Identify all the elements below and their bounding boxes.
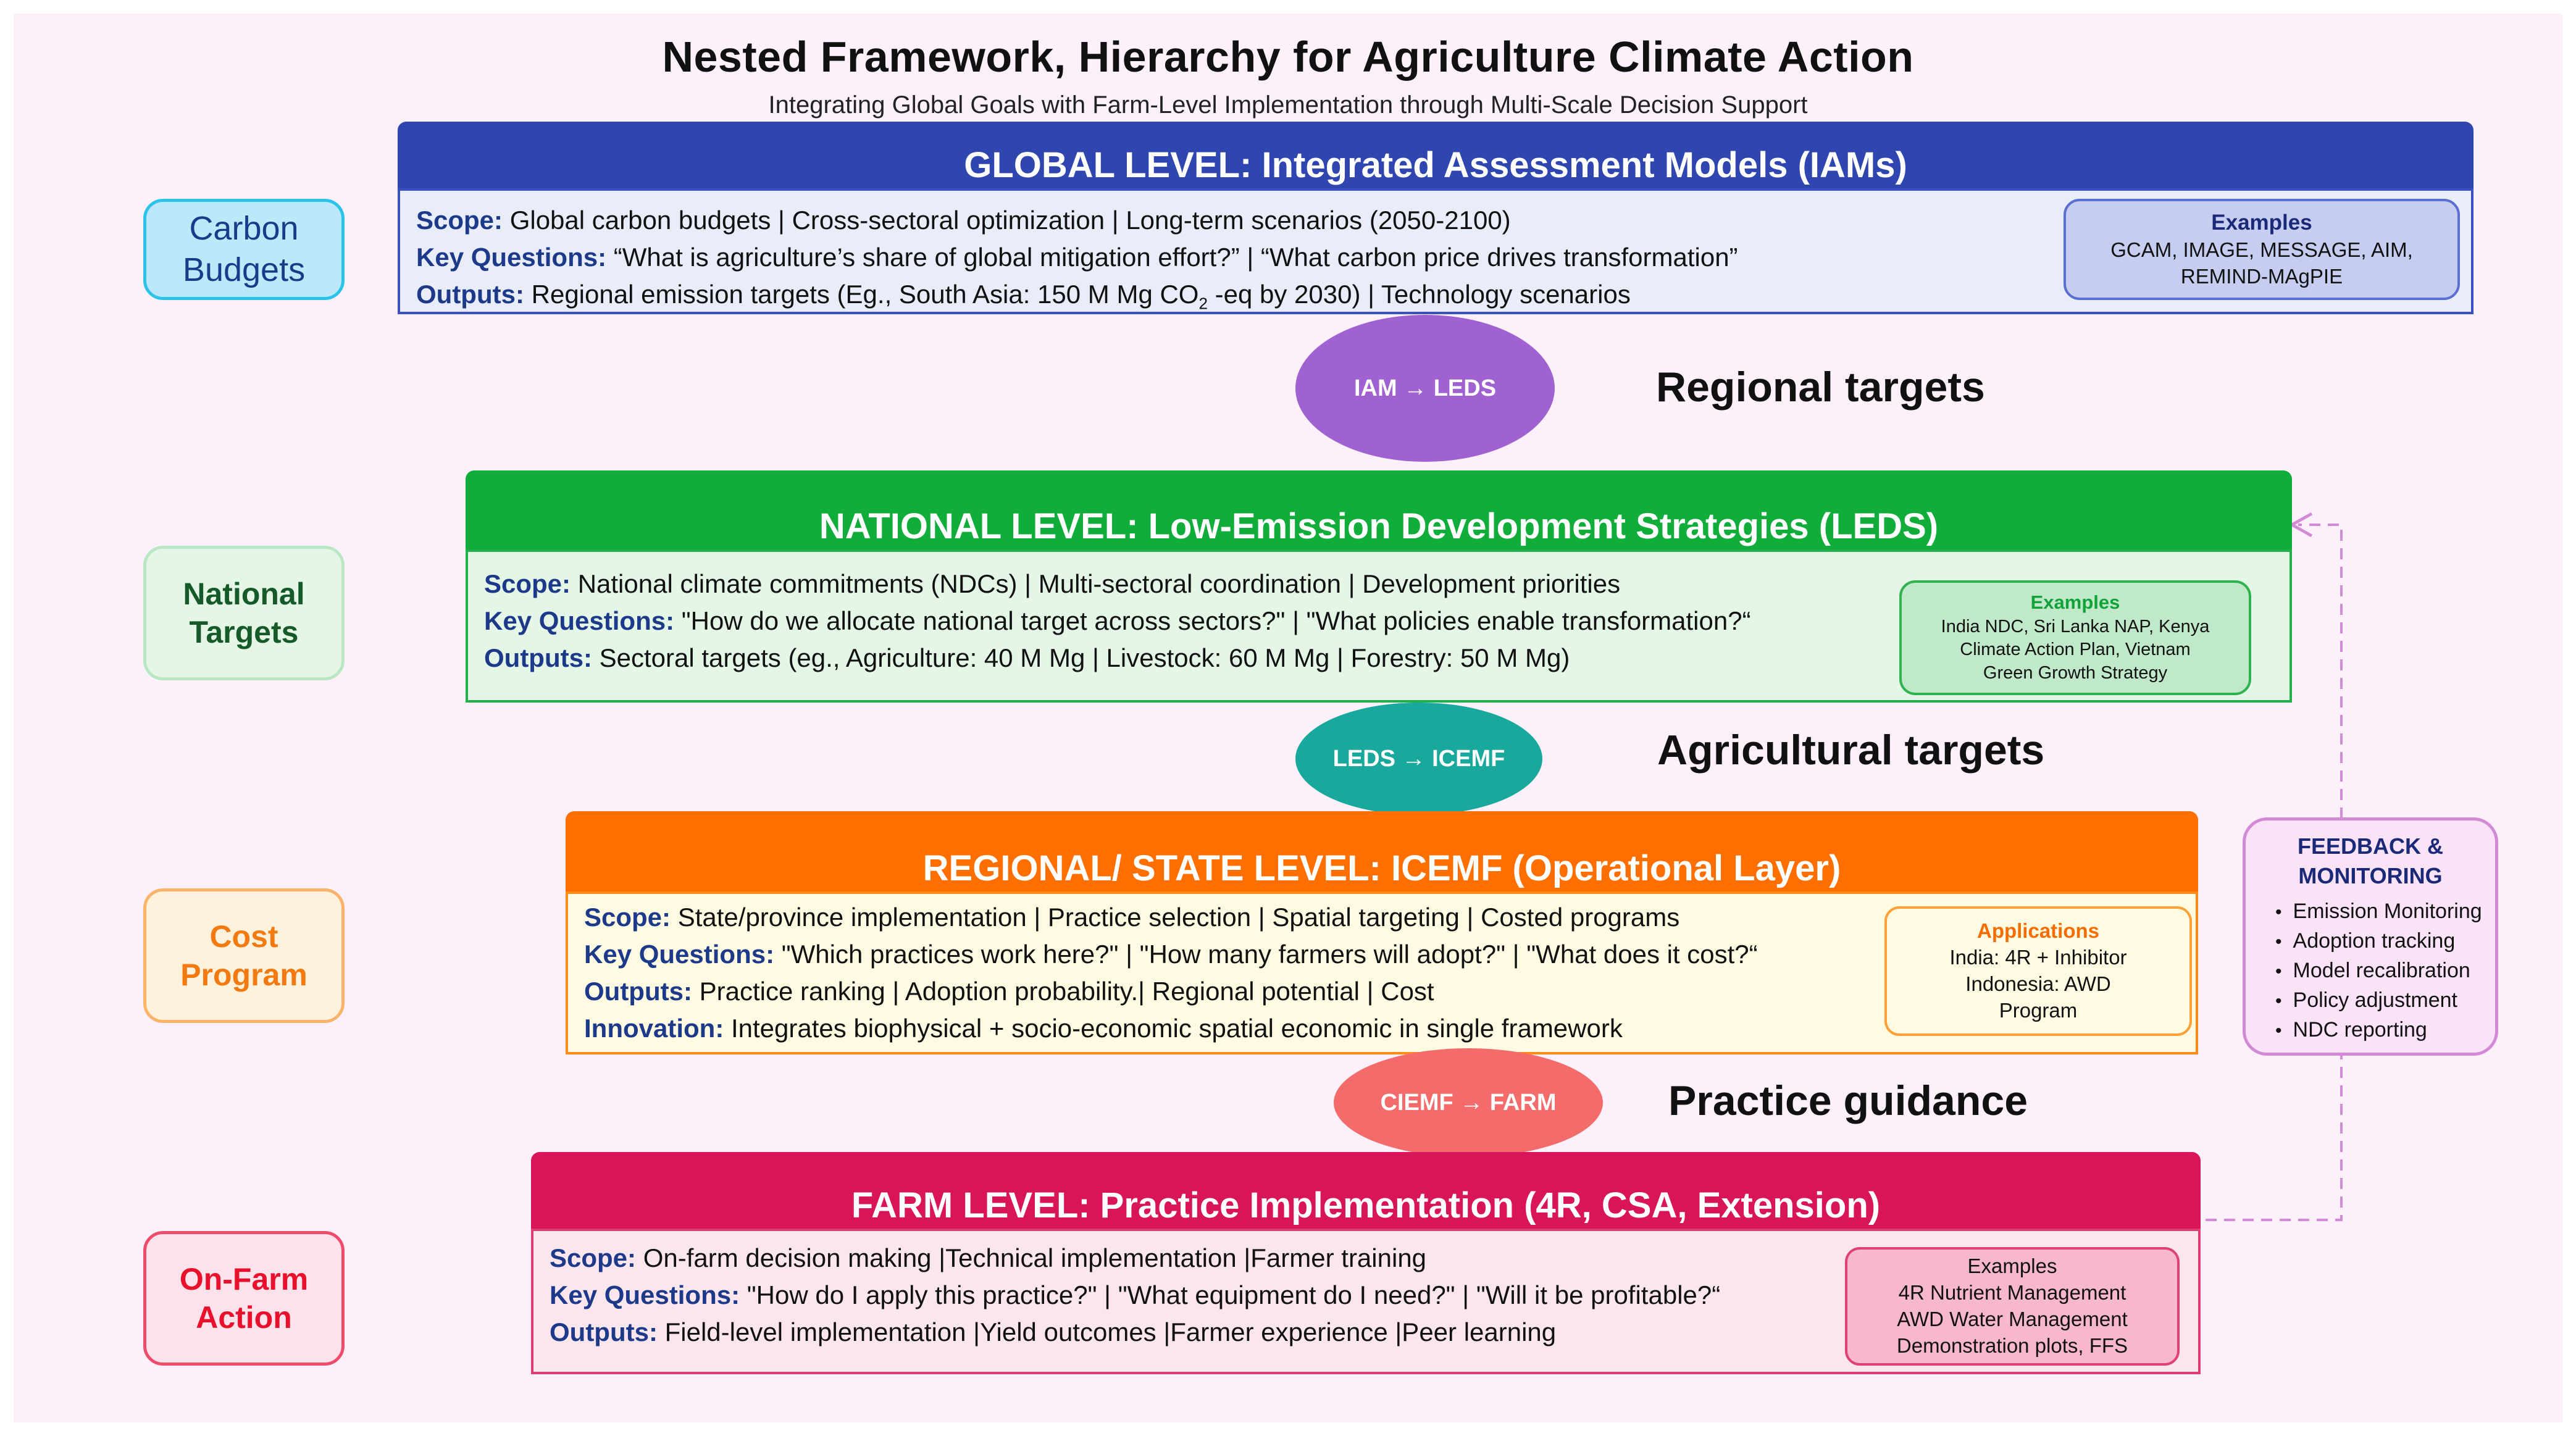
national-outputs-label: Outputs: [484, 643, 592, 672]
farm-level-header [531, 1152, 2201, 1229]
connector-leds-icemf-label: LEDS → ICEMF [1332, 745, 1505, 772]
side-label-on-farm-action: On-Farm Action [143, 1231, 345, 1366]
connector-iam-leds [1295, 315, 1555, 462]
farm-scope-label: Scope: [550, 1243, 637, 1272]
regional-outputs-label: Outputs: [584, 977, 692, 1006]
regional-applications-title: Applications [1976, 919, 2100, 943]
regional-innovation-label: Innovation: [584, 1014, 724, 1043]
regional-applications-line: Program [1999, 998, 2078, 1022]
side-label-cost-program: Cost Program [143, 888, 345, 1023]
regional-applications-line: India: 4R + Inhibitor [1949, 946, 2127, 969]
national-questions-text: "How do we allocate national target across sectors?" | "What policies enable transformation?“ [681, 606, 1751, 635]
regional-scope-text: State/province implementation | Practice selection | Spatial targeting | Costed programs [677, 903, 1680, 932]
global-level-title: GLOBAL LEVEL: Integrated Assessment Models (IAMs) [964, 145, 1907, 185]
national-examples-line: Climate Action Plan, Vietnam [1960, 640, 2191, 660]
national-questions-label: Key Questions: [484, 606, 675, 635]
farm-outputs-label: Outputs: [550, 1317, 658, 1346]
national-outputs-text: Sectoral targets (eg., Agriculture: 40 M Mg | Livestock: 60 M Mg | Forestry: 50 M Mg) [599, 643, 1570, 672]
feedback-monitoring-box [2243, 817, 2498, 1056]
global-examples-box [2064, 199, 2460, 300]
feedback-item: • Emission Monitoring [2275, 897, 2483, 927]
regional-level-header [566, 811, 2198, 891]
global-outputs-label: Outputs: [416, 280, 524, 309]
diagram-subtitle: Integrating Global Goals with Farm-Level Implementation through Multi-Scale Decision Support [768, 91, 1808, 119]
connector-ciemf-farm [1334, 1048, 1603, 1157]
diagram-canvas [14, 14, 2562, 1422]
feedback-title: MONITORING [2298, 863, 2443, 888]
farm-examples-line: Demonstration plots, FFS [1896, 1334, 2128, 1357]
global-level-header [398, 122, 2474, 188]
regional-level-title: REGIONAL/ STATE LEVEL: ICEMF (Operational Layer) [922, 848, 1841, 888]
farm-examples-line: AWD Water Management [1897, 1308, 2128, 1330]
global-examples-line: GCAM, IMAGE, MESSAGE, AIM, [2110, 238, 2413, 261]
connector-ciemf-farm-label: CIEMF → FARM [1380, 1089, 1557, 1116]
connector-iam-leds-label: IAM → LEDS [1353, 375, 1497, 401]
national-level-title: NATIONAL LEVEL: Low-Emission Development Strategies (LEDS) [819, 506, 1939, 546]
farm-examples-box [1845, 1247, 2180, 1366]
national-scope-text: National climate commitments (NDCs) | Multi-sectoral coordination | Development priorities [577, 569, 1621, 598]
regional-outputs-text: Practice ranking | Adoption probability.| Regional potential | Cost [699, 977, 1434, 1006]
regional-questions-label: Key Questions: [584, 940, 775, 969]
national-level-header [466, 470, 2292, 549]
global-examples-title: Examples [2211, 211, 2312, 235]
national-examples-line: Green Growth Strategy [1983, 662, 2168, 683]
global-outputs-subscript: 2 [1198, 294, 1208, 313]
feedback-title: FEEDBACK & [2297, 833, 2443, 859]
national-examples-line: India NDC, Sri Lanka NAP, Kenya [1941, 616, 2210, 637]
global-questions-text: “What is agriculture’s share of global mitigation effort?” | “What carbon price drives transformation” [613, 243, 1738, 272]
national-examples-box [1899, 580, 2251, 695]
global-questions-label: Key Questions: [416, 243, 607, 272]
feedback-item: • Model recalibration [2275, 956, 2483, 986]
global-outputs-text: Regional emission targets (Eg., South Asia: 150 M Mg CO [531, 280, 1199, 309]
side-label-national-targets: National Targets [143, 546, 345, 680]
side-label-carbon-budgets: Carbon Budgets [143, 199, 345, 300]
national-scope-label: Scope: [484, 569, 571, 598]
connector-leds-icemf [1295, 703, 1542, 815]
global-examples-line: REMIND-MAgPIE [2180, 264, 2343, 288]
regional-targets-label: Regional targets [1656, 364, 1985, 411]
regional-questions-text: "Which practices work here?" | "How many farmers will adopt?" | "What does it cost?“ [781, 940, 1758, 969]
practice-guidance-label: Practice guidance [1668, 1077, 2028, 1124]
national-examples-title: Examples [2030, 591, 2120, 614]
regional-scope-label: Scope: [584, 903, 671, 932]
feedback-item: • Policy adjustment [2275, 986, 2483, 1016]
farm-scope-text: On-farm decision making |Technical implementation |Farmer training [643, 1243, 1427, 1272]
farm-examples-title: Examples [1967, 1254, 2057, 1278]
agricultural-targets-label: Agricultural targets [1657, 727, 2045, 774]
regional-applications-line: Indonesia: AWD [1965, 972, 2111, 995]
farm-questions-text: "How do I apply this practice?" | "What equipment do I need?" | "Will it be profitable?“ [746, 1280, 1721, 1309]
feedback-item: • NDC reporting [2275, 1016, 2483, 1045]
global-scope-label: Scope: [416, 206, 503, 235]
global-scope-text: Global carbon budgets | Cross-sectoral optimization | Long-term scenarios (2050-2100) [509, 206, 1511, 235]
feedback-list [2258, 897, 2483, 1045]
diagram-title: Nested Framework, Hierarchy for Agriculture Climate Action [662, 33, 1914, 81]
regional-applications-box [1884, 906, 2192, 1036]
regional-innovation-text: Integrates biophysical + socio-economic spatial economic in single framework [730, 1014, 1623, 1043]
feedback-item: • Adoption tracking [2275, 927, 2483, 956]
farm-examples-line: 4R Nutrient Management [1898, 1281, 2126, 1305]
farm-outputs-text: Field-level implementation |Yield outcomes |Farmer experience |Peer learning [664, 1317, 1557, 1346]
global-outputs-text-end: -eq by 2030) | Technology scenarios [1207, 280, 1631, 309]
farm-level-title: FARM LEVEL: Practice Implementation (4R, CSA, Extension) [851, 1185, 1881, 1225]
farm-questions-label: Key Questions: [550, 1280, 740, 1309]
